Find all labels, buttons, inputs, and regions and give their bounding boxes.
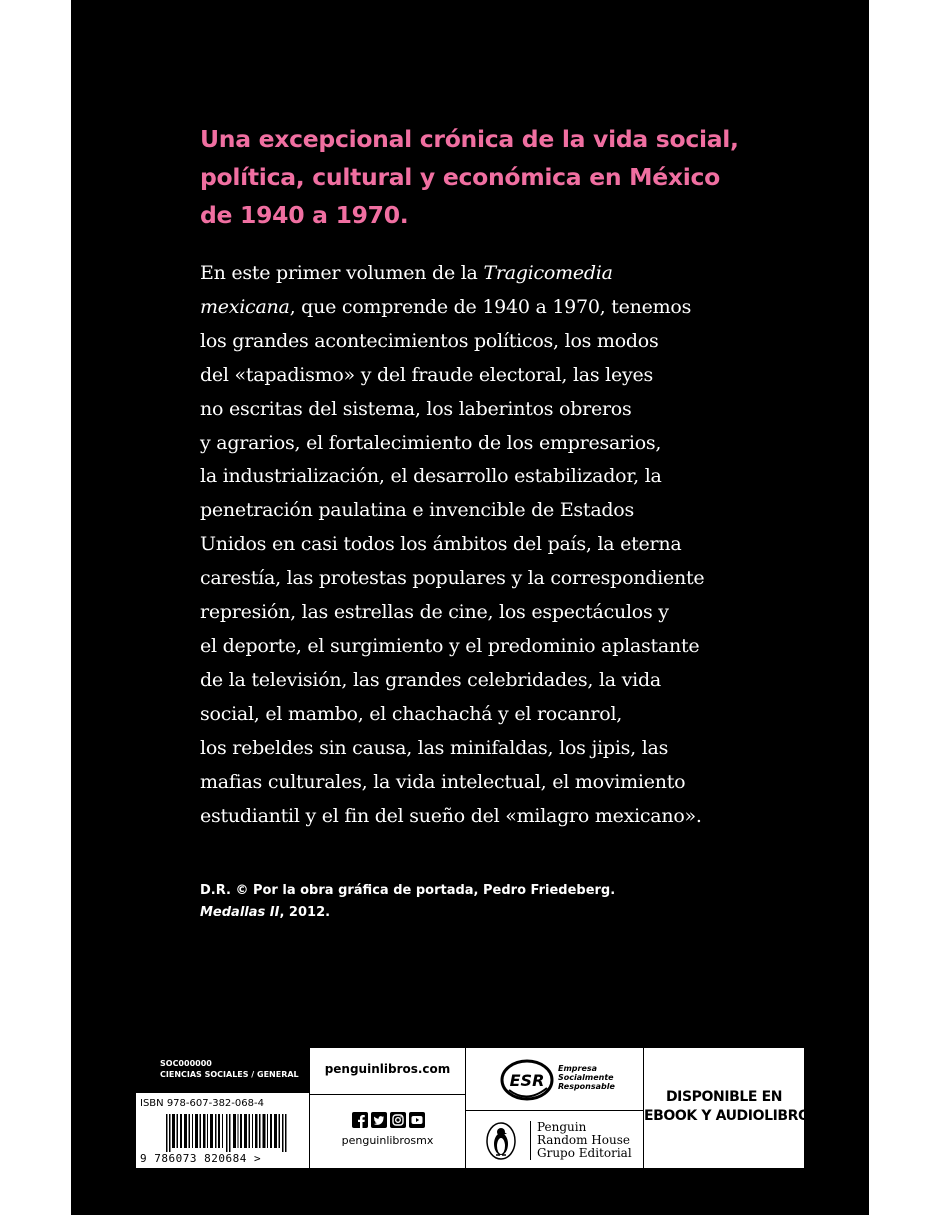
synopsis-line: Unidos en casi todos los ámbitos del país, la eterna xyxy=(200,533,682,556)
isbn-number: ISBN 978-607-382-068-4 xyxy=(140,1098,264,1109)
publisher-line: Penguin xyxy=(537,1120,587,1134)
credit-line: D.R. © Por la obra gráfica de portada, Pedro Friedeberg. xyxy=(200,883,616,898)
website-link[interactable]: penguinlibros.com xyxy=(324,1062,451,1076)
credit-line xyxy=(200,902,760,924)
esr-logo-icon xyxy=(499,1058,555,1102)
social-icons xyxy=(352,1112,425,1128)
headline-line: Una excepcional crónica de la vida social, xyxy=(200,125,739,153)
availability-line: EBOOK Y AUDIOLIBRO xyxy=(644,1108,810,1124)
synopsis-line: del «tapadismo» y del fraude electoral, las leyes xyxy=(200,363,653,386)
facebook-icon[interactable] xyxy=(352,1112,368,1128)
category-name: CIENCIAS SOCIALES / GENERAL xyxy=(160,1070,299,1079)
barcode xyxy=(166,1114,291,1152)
divider xyxy=(466,1110,643,1111)
website-cell xyxy=(310,1048,466,1168)
category-label xyxy=(136,1048,309,1093)
synopsis-line: los grandes acontecimientos políticos, los modos xyxy=(200,329,659,352)
synopsis-line: y agrarios, el fortalecimiento de los empresarios, xyxy=(200,431,662,454)
cover-art-credit xyxy=(200,880,760,924)
synopsis-line: de la televisión, las grandes celebridades, la vida xyxy=(200,668,661,691)
esr-line: Empresa xyxy=(558,1064,598,1073)
synopsis-line: el deporte, el surgimiento y el predominio aplastante xyxy=(200,634,700,657)
headline-line: de 1940 a 1970. xyxy=(200,201,409,229)
synopsis-line: mafias culturales, la vida intelectual, el movimiento xyxy=(200,770,686,793)
synopsis-line: carestía, las protestas populares y la correspondiente xyxy=(200,567,705,590)
penguin-icon xyxy=(484,1121,518,1161)
book-title: mexicana xyxy=(200,295,290,318)
headline xyxy=(200,120,760,234)
synopsis-line: no escritas del sistema, los laberintos obreros xyxy=(200,397,632,420)
category-code: SOC000000 xyxy=(160,1059,212,1068)
synopsis-line xyxy=(200,291,780,325)
availability-note xyxy=(644,1088,810,1126)
synopsis-text: En este primer volumen de la xyxy=(200,262,484,284)
availability-line: DISPONIBLE EN xyxy=(665,1089,783,1105)
publisher-cell xyxy=(466,1048,644,1168)
synopsis-line: estudiantil y el fin del sueño del «milagro mexicano». xyxy=(200,804,702,827)
publisher-line: Random House xyxy=(537,1133,630,1147)
synopsis xyxy=(200,257,780,833)
credit-year: , 2012. xyxy=(279,905,331,920)
publisher-line: Grupo Editorial xyxy=(537,1146,632,1160)
synopsis-line: represión, las estrellas de cine, los espectáculos y xyxy=(200,601,669,624)
synopsis-line: la industrialización, el desarrollo estabilizador, la xyxy=(200,465,662,488)
esr-line: Responsable xyxy=(558,1082,615,1091)
twitter-icon[interactable] xyxy=(371,1112,387,1128)
synopsis-line: social, el mambo, el chachachá y el rocanrol, xyxy=(200,702,623,725)
headline-line: política, cultural y económica en México xyxy=(200,163,720,191)
divider xyxy=(310,1094,465,1095)
synopsis-line: los rebeldes sin causa, las minifaldas, los jipis, las xyxy=(200,736,669,759)
synopsis-line: penetración paulatina e invencible de Estados xyxy=(200,499,634,522)
esr-logo-text: ESR xyxy=(509,1071,545,1090)
barcode-digits: 9 786073 820684 > xyxy=(140,1152,262,1165)
esr-line: Socialmente xyxy=(558,1073,614,1082)
social-handle: penguinlibrosmx xyxy=(341,1134,434,1147)
artwork-title: Medallas II xyxy=(200,905,280,920)
synopsis-text: , que comprende de 1940 a 1970, tenemos xyxy=(289,295,692,318)
synopsis-line xyxy=(200,257,780,291)
isbn-cell xyxy=(136,1048,310,1168)
publisher-info-box xyxy=(135,1047,810,1169)
book-title: Tragicomedia xyxy=(483,262,613,284)
esr-label xyxy=(558,1064,615,1091)
youtube-icon[interactable] xyxy=(409,1112,425,1128)
availability-cell xyxy=(644,1048,810,1168)
publisher-name xyxy=(530,1121,632,1160)
instagram-icon[interactable] xyxy=(390,1112,406,1128)
